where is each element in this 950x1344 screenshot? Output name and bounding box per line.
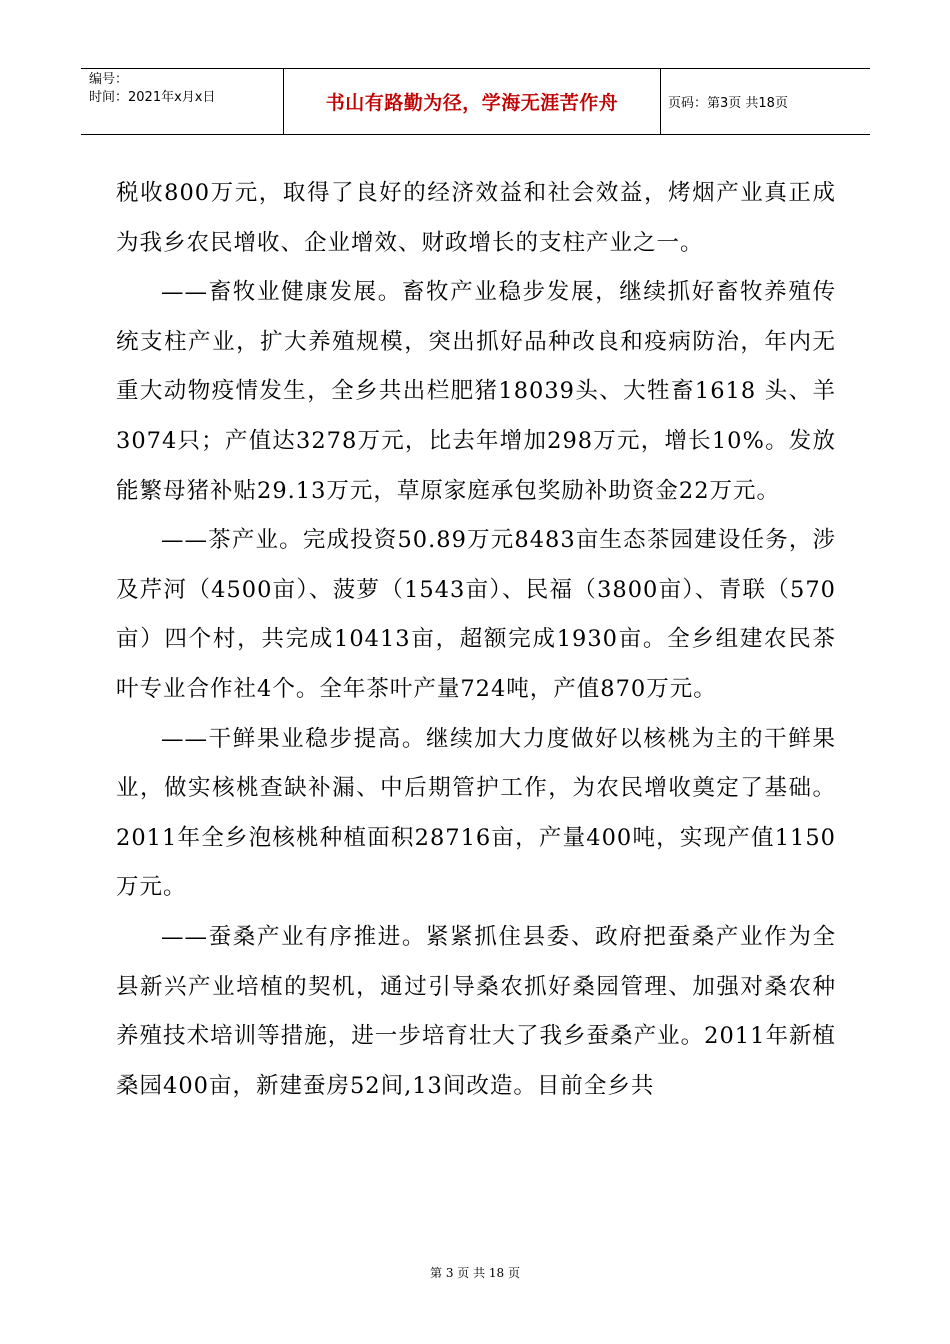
document-body [116, 169, 836, 1111]
document-number-label: 编号： [89, 72, 129, 87]
page-header [81, 68, 870, 135]
page-footer: 第 3 页 共 18 页 [430, 1266, 520, 1280]
document-time-label: 时间：2021年x月x日 [89, 90, 216, 105]
paragraph-tea-industry: ——茶产业。完成投资50.89万元8483亩生态茶园建设任务，涉及芹河（4500亩）、菠萝（1543亩）、民福（3800亩）、青联（570亩）四个村，共完成10413亩，超额完成1930亩。全乡组建农民茶叶专业合作社4个。全年茶叶产量724吨，产值870万元。 [116, 527, 836, 702]
header-meta [81, 69, 284, 134]
paragraph-sericulture: ——蚕桑产业有序推进。紧紧抓住县委、政府把蚕桑产业作为全县新兴产业培植的契机，通过引导桑农抓好桑园管理、加强对桑农种养殖技术培训等措施，进一步培育壮大了我乡蚕桑产业。2011年新植桑园400亩，新建蚕房52间,13间改造。目前全乡共 [116, 923, 836, 1099]
paragraph-fruit-industry: ——干鲜果业稳步提高。继续加大力度做好以核桃为主的干鲜果业，做实核桃查缺补漏、中后期管护工作，为农民增收奠定了基础。2011年全乡泡核桃种植面积28716亩，产量400吨，实现产值1150万元。 [116, 725, 836, 901]
paragraph-tax-revenue: 税收800万元，取得了良好的经济效益和社会效益，烤烟产业真正成为我乡农民增收、企业增效、财政增长的支柱产业之一。 [116, 180, 836, 256]
header-page-info: 页码：第3页 共18页 [668, 96, 788, 111]
header-motto: 书山有路勤为径，学海无涯苦作舟 [284, 69, 661, 134]
paragraph-livestock: ——畜牧业健康发展。畜牧产业稳步发展，继续抓好畜牧养殖传统支柱产业，扩大养殖规模，突出抓好品种改良和疫病防治，年内无重大动物疫情发生，全乡共出栏肥猪18039头、大牲畜1618 头、羊3074只；产值达3278万元，比去年增加298万元，增长10%。发放能繁母猪补贴29.13万元，草原家庭承包奖励补助资金22万元。 [116, 279, 836, 504]
